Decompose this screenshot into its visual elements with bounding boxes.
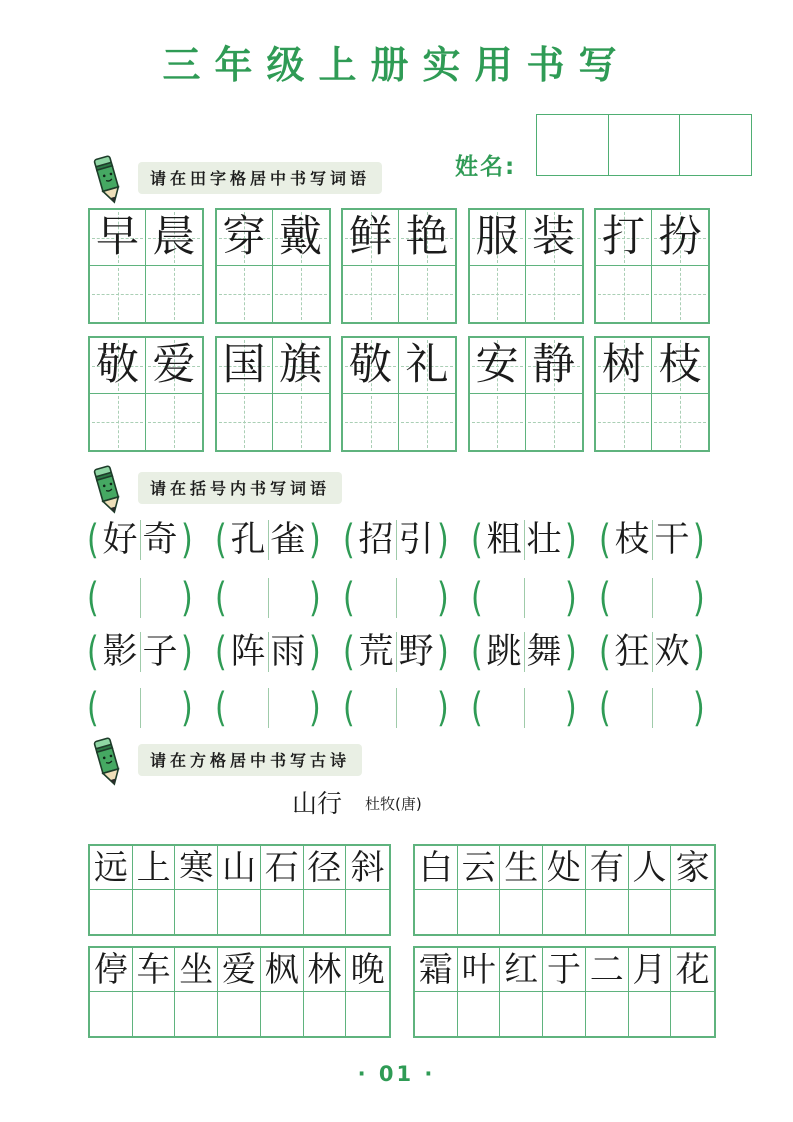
character: 寒	[179, 847, 214, 888]
character: 敬	[96, 340, 139, 390]
page-number: · 01 ·	[357, 1062, 436, 1086]
character: 林	[307, 949, 342, 990]
practice-cell[interactable]	[133, 890, 176, 934]
practice-cell[interactable]	[526, 394, 582, 450]
paren-word-group	[597, 628, 707, 676]
close-paren: )	[693, 575, 706, 621]
character-cell	[543, 948, 586, 992]
character-cell	[133, 846, 176, 890]
divider-line	[652, 578, 653, 618]
section2-instruction: 请在括号内书写词语	[138, 472, 342, 504]
practice-cell[interactable]	[543, 890, 586, 934]
poem-line-grid	[88, 844, 391, 936]
character-cell	[175, 948, 218, 992]
close-paren: )	[181, 685, 194, 731]
name-label: 姓名:	[455, 154, 517, 180]
character-cell	[629, 948, 672, 992]
character-cell	[596, 210, 652, 266]
character: 干	[654, 519, 690, 560]
character: 早	[96, 212, 139, 262]
open-paren: (	[214, 517, 227, 563]
practice-cell[interactable]	[175, 890, 218, 934]
character-cell	[90, 210, 146, 266]
character: 扮	[658, 212, 702, 262]
word-block	[88, 336, 204, 452]
word-block	[594, 208, 710, 324]
practice-cell[interactable]	[399, 266, 455, 322]
name-box[interactable]	[679, 114, 752, 176]
character: 狂	[614, 631, 650, 672]
practice-cell[interactable]	[415, 992, 458, 1036]
character-cell	[526, 210, 582, 266]
practice-cell[interactable]	[218, 992, 261, 1036]
practice-cell[interactable]	[273, 266, 329, 322]
paren-practice-group[interactable]	[469, 684, 579, 732]
character-cell	[146, 210, 202, 266]
paren-practice-group[interactable]	[85, 684, 195, 732]
character: 二	[589, 949, 624, 990]
divider-line	[396, 578, 397, 618]
paren-empty-row-1	[85, 574, 707, 622]
character-cell	[652, 338, 708, 394]
paren-practice-group[interactable]	[597, 684, 707, 732]
divider-line	[396, 688, 397, 728]
character: 招	[358, 519, 394, 560]
divider-line	[140, 632, 141, 672]
practice-cell[interactable]	[586, 992, 629, 1036]
close-paren: )	[565, 517, 578, 563]
divider-line	[268, 688, 269, 728]
close-paren: )	[437, 575, 450, 621]
open-paren: (	[342, 685, 355, 731]
paren-practice-group[interactable]	[213, 684, 323, 732]
practice-cell[interactable]	[399, 394, 455, 450]
name-boxes	[536, 114, 752, 176]
character: 雀	[270, 519, 306, 560]
character-cell	[399, 210, 455, 266]
character: 服	[475, 212, 519, 262]
character: 径	[307, 847, 342, 888]
character-cell	[261, 948, 304, 992]
practice-cell[interactable]	[90, 992, 133, 1036]
section1-header	[86, 154, 382, 206]
open-paren: (	[342, 517, 355, 563]
section3-header	[86, 736, 362, 788]
paren-word-group	[85, 628, 195, 676]
character: 花	[675, 949, 710, 990]
divider-line	[396, 520, 397, 560]
practice-cell[interactable]	[146, 266, 202, 322]
character-cell	[470, 210, 526, 266]
word-block	[341, 208, 457, 324]
character: 旗	[279, 340, 322, 390]
character: 晨	[152, 212, 196, 262]
poem-line-grid	[413, 946, 716, 1038]
practice-cell[interactable]	[629, 992, 672, 1036]
character-cell	[133, 948, 176, 992]
practice-cell[interactable]	[146, 394, 202, 450]
character: 霜	[418, 949, 453, 990]
word-block	[215, 336, 331, 452]
divider-line	[268, 632, 269, 672]
practice-cell[interactable]	[652, 394, 708, 450]
character: 石	[264, 847, 299, 888]
practice-cell[interactable]	[470, 394, 526, 450]
open-paren: (	[86, 575, 99, 621]
character: 影	[102, 631, 138, 672]
paren-word-group	[469, 516, 579, 564]
divider-line	[140, 520, 141, 560]
character: 雨	[270, 631, 306, 672]
tianzige-row-1	[88, 208, 710, 324]
open-paren: (	[598, 575, 611, 621]
practice-cell[interactable]	[261, 992, 304, 1036]
tianzige-row-2	[88, 336, 710, 452]
character-cell	[304, 948, 347, 992]
character-cell	[346, 846, 389, 890]
practice-cell[interactable]	[90, 266, 146, 322]
character-cell	[399, 338, 455, 394]
divider-line	[268, 578, 269, 618]
character: 舞	[526, 631, 562, 672]
character: 好	[102, 519, 138, 560]
close-paren: )	[437, 629, 450, 675]
page-title: 三年级上册实用书写	[162, 43, 631, 87]
character: 壮	[526, 519, 562, 560]
character: 装	[532, 212, 575, 262]
divider-line	[652, 520, 653, 560]
paren-word-row-2	[85, 628, 707, 676]
character-cell	[652, 210, 708, 266]
paren-word-row-1	[85, 516, 707, 564]
character: 引	[398, 519, 434, 560]
character: 叶	[461, 949, 496, 990]
practice-cell[interactable]	[217, 266, 273, 322]
paren-practice-group[interactable]	[597, 574, 707, 622]
paren-practice-group[interactable]	[85, 574, 195, 622]
poem-title: 山行	[292, 789, 343, 818]
paren-practice-group[interactable]	[469, 574, 579, 622]
divider-line	[396, 632, 397, 672]
character: 国	[222, 340, 266, 390]
pencil-icon	[86, 736, 130, 788]
open-paren: (	[214, 575, 227, 621]
close-paren: )	[565, 629, 578, 675]
character-cell	[343, 338, 399, 394]
practice-cell[interactable]	[586, 890, 629, 934]
practice-cell[interactable]	[346, 992, 389, 1036]
close-paren: )	[693, 629, 706, 675]
open-paren: (	[598, 517, 611, 563]
paren-practice-group[interactable]	[341, 684, 451, 732]
divider-line	[524, 688, 525, 728]
divider-line	[524, 632, 525, 672]
divider-line	[268, 520, 269, 560]
practice-cell[interactable]	[304, 890, 347, 934]
practice-cell[interactable]	[261, 890, 304, 934]
open-paren: (	[214, 629, 227, 675]
character-cell	[273, 338, 329, 394]
character-cell	[586, 948, 629, 992]
character-cell	[458, 846, 501, 890]
close-paren: )	[181, 629, 194, 675]
character: 奇	[142, 519, 178, 560]
poem-line-grid	[88, 946, 391, 1038]
character-cell	[415, 948, 458, 992]
section2-header	[86, 464, 342, 516]
paren-word-group	[597, 516, 707, 564]
name-box[interactable]	[608, 114, 681, 176]
open-paren: (	[470, 575, 483, 621]
character-cell	[218, 846, 261, 890]
practice-cell[interactable]	[273, 394, 329, 450]
character: 山	[221, 847, 256, 888]
character-cell	[671, 948, 714, 992]
open-paren: (	[598, 685, 611, 731]
character-cell	[304, 846, 347, 890]
character-cell	[629, 846, 672, 890]
pencil-icon	[86, 464, 130, 516]
character: 枫	[264, 949, 299, 990]
close-paren: )	[309, 629, 322, 675]
character-cell	[261, 846, 304, 890]
close-paren: )	[309, 517, 322, 563]
practice-cell[interactable]	[671, 890, 714, 934]
close-paren: )	[693, 685, 706, 731]
character: 白	[418, 847, 453, 888]
character: 处	[546, 847, 581, 888]
practice-cell[interactable]	[596, 394, 652, 450]
word-block	[341, 336, 457, 452]
practice-cell[interactable]	[652, 266, 708, 322]
divider-line	[652, 688, 653, 728]
divider-line	[652, 632, 653, 672]
open-paren: (	[470, 685, 483, 731]
character: 于	[546, 949, 581, 990]
practice-cell[interactable]	[90, 890, 133, 934]
close-paren: )	[565, 685, 578, 731]
character: 艳	[405, 212, 449, 262]
character-cell	[346, 948, 389, 992]
practice-cell[interactable]	[671, 992, 714, 1036]
paren-empty-row-2	[85, 684, 707, 732]
name-box[interactable]	[536, 114, 609, 176]
character: 荒	[358, 631, 394, 672]
character-cell	[343, 210, 399, 266]
paren-word-group	[341, 628, 451, 676]
poem-grid-row-1	[88, 844, 716, 936]
close-paren: )	[437, 517, 450, 563]
character: 树	[602, 340, 645, 390]
character: 粗	[486, 519, 522, 560]
character: 安	[475, 340, 519, 390]
character-cell	[500, 846, 543, 890]
character: 跳	[486, 631, 522, 672]
character-cell	[218, 948, 261, 992]
character: 爱	[152, 340, 196, 390]
close-paren: )	[181, 575, 194, 621]
character: 上	[136, 847, 171, 888]
character: 孔	[230, 519, 266, 560]
character-cell	[217, 210, 273, 266]
divider-line	[524, 520, 525, 560]
word-block	[594, 336, 710, 452]
poem-author: 杜牧(唐)	[365, 795, 422, 813]
divider-line	[140, 578, 141, 618]
character: 爱	[221, 949, 256, 990]
open-paren: (	[342, 629, 355, 675]
character: 红	[504, 949, 539, 990]
close-paren: )	[309, 575, 322, 621]
character-cell	[586, 846, 629, 890]
character-cell	[543, 846, 586, 890]
section1-instruction: 请在田字格居中书写词语	[138, 162, 382, 194]
character: 生	[504, 847, 539, 888]
open-paren: (	[598, 629, 611, 675]
open-paren: (	[342, 575, 355, 621]
character: 有	[589, 847, 624, 888]
practice-cell[interactable]	[217, 394, 273, 450]
practice-cell[interactable]	[500, 890, 543, 934]
character-cell	[526, 338, 582, 394]
character: 鲜	[349, 212, 392, 262]
character: 欢	[654, 631, 690, 672]
character: 静	[532, 340, 575, 390]
practice-cell[interactable]	[343, 266, 399, 322]
paren-practice-group[interactable]	[213, 574, 323, 622]
character-cell	[273, 210, 329, 266]
character: 家	[675, 847, 710, 888]
section3-instruction: 请在方格居中书写古诗	[138, 744, 362, 776]
paren-word-group	[213, 516, 323, 564]
character: 坐	[179, 949, 214, 990]
character: 穿	[222, 212, 266, 262]
practice-cell[interactable]	[500, 992, 543, 1036]
paren-practice-group[interactable]	[341, 574, 451, 622]
character: 晚	[350, 949, 385, 990]
paren-word-group	[213, 628, 323, 676]
character: 打	[602, 212, 645, 262]
character-cell	[90, 846, 133, 890]
character: 月	[632, 949, 667, 990]
practice-cell[interactable]	[458, 992, 501, 1036]
open-paren: (	[86, 685, 99, 731]
pencil-icon	[86, 154, 130, 206]
character: 枝	[614, 519, 650, 560]
practice-cell[interactable]	[526, 266, 582, 322]
character: 车	[136, 949, 171, 990]
character: 子	[142, 631, 178, 672]
open-paren: (	[470, 517, 483, 563]
character: 云	[461, 847, 496, 888]
paren-word-group	[469, 628, 579, 676]
character-cell	[175, 846, 218, 890]
open-paren: (	[470, 629, 483, 675]
divider-line	[140, 688, 141, 728]
practice-cell[interactable]	[543, 992, 586, 1036]
practice-cell[interactable]	[346, 890, 389, 934]
practice-cell[interactable]	[343, 394, 399, 450]
character: 敬	[349, 340, 392, 390]
poem-grid-row-2	[88, 946, 716, 1038]
open-paren: (	[86, 517, 99, 563]
character-cell	[217, 338, 273, 394]
character-cell	[596, 338, 652, 394]
character: 远	[93, 847, 128, 888]
character-cell	[90, 338, 146, 394]
character: 戴	[279, 212, 322, 262]
character-cell	[470, 338, 526, 394]
character: 枝	[658, 340, 702, 390]
close-paren: )	[309, 685, 322, 731]
close-paren: )	[181, 517, 194, 563]
character: 阵	[230, 631, 266, 672]
practice-cell[interactable]	[415, 890, 458, 934]
practice-cell[interactable]	[133, 992, 176, 1036]
practice-cell[interactable]	[596, 266, 652, 322]
character: 斜	[350, 847, 385, 888]
practice-cell[interactable]	[458, 890, 501, 934]
close-paren: )	[437, 685, 450, 731]
open-paren: (	[214, 685, 227, 731]
practice-cell[interactable]	[470, 266, 526, 322]
word-block	[468, 336, 584, 452]
close-paren: )	[693, 517, 706, 563]
character-cell	[671, 846, 714, 890]
character-cell	[458, 948, 501, 992]
character-cell	[415, 846, 458, 890]
character: 野	[398, 631, 434, 672]
word-block	[468, 208, 584, 324]
practice-cell[interactable]	[304, 992, 347, 1036]
word-block	[215, 208, 331, 324]
character-cell	[500, 948, 543, 992]
close-paren: )	[565, 575, 578, 621]
character: 礼	[405, 340, 449, 390]
character: 人	[632, 847, 667, 888]
word-block	[88, 208, 204, 324]
practice-cell[interactable]	[90, 394, 146, 450]
open-paren: (	[86, 629, 99, 675]
poem-line-grid	[413, 844, 716, 936]
character: 停	[93, 949, 128, 990]
character-cell	[90, 948, 133, 992]
paren-word-group	[341, 516, 451, 564]
practice-cell[interactable]	[175, 992, 218, 1036]
character-cell	[146, 338, 202, 394]
practice-cell[interactable]	[218, 890, 261, 934]
paren-word-group	[85, 516, 195, 564]
practice-cell[interactable]	[629, 890, 672, 934]
divider-line	[524, 578, 525, 618]
